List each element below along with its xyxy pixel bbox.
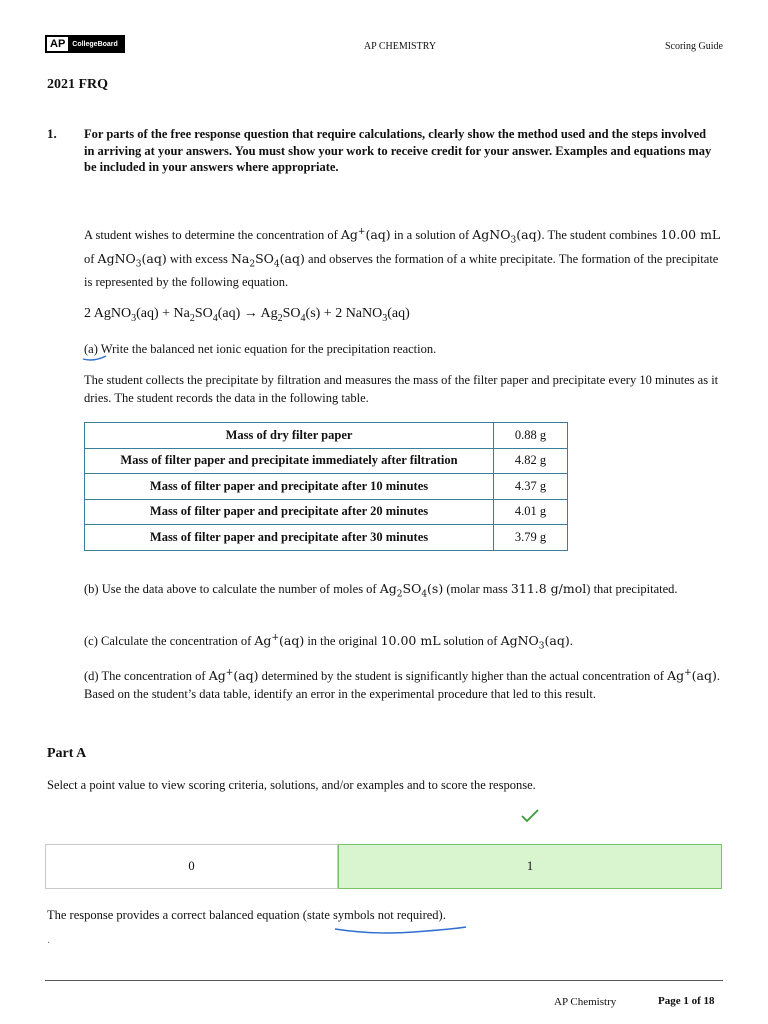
part-d-prompt: (d) The concentration of Ag+(aq) determined by the student is significantly higher than the actual concentration of Ag+(aq). Based on the student’s data table, identify an error in the experimental procedure that led to this result. [84,668,721,702]
table-row [85,525,568,551]
collect-paragraph: The student collects the precipitate by filtration and measures the mass of the filter paper and precipitate every 10 minutes as it dries. The student records the data in the following table. [84,373,719,405]
annotation-underline [334,925,468,935]
select-instructions: Select a point value to view scoring criteria, solutions, and/or examples and to score the response. [47,778,536,792]
table-row [85,448,568,474]
part-b-prompt: (b) Use the data above to calculate the number of moles of $Ag_2SO_4(s)$ (molar mass 311.8 g/mol) that precipitated. [84,581,678,600]
table-cell-value: 4.82 g [494,448,568,474]
table-cell-label: Mass of filter paper and precipitate after 20 minutes [85,499,494,525]
footer-course: AP Chemistry [554,996,617,1008]
header-course: AP CHEMISTRY [363,41,437,52]
table-cell-value: 3.79 g [494,525,568,551]
table-row [85,499,568,525]
score-option-1[interactable] [338,844,722,889]
table-cell-label: Mass of filter paper and precipitate after 30 minutes [85,525,494,551]
table-cell-value: 4.37 g [494,474,568,500]
question-instructions: For parts of the free response question that require calculations, clearly show the method used and the steps involved in arriving at your answers. You must show your work to receive credit for your answer. Examples and equations may be included in your answers where appropriate. [84,127,712,174]
score-option-label: 0 [188,859,195,873]
table-cell-label: Mass of dry filter paper [85,423,494,449]
table-cell-label: Mass of filter paper and precipitate after 10 minutes [85,474,494,500]
table-row [85,474,568,500]
logo-ap-text: AP [47,37,68,51]
scoring-criteria: The response provides a correct balanced equation (state symbols not required). [47,908,446,922]
page-title: 2021 FRQ [47,77,109,92]
check-icon [520,808,540,824]
header-guide: Scoring Guide [664,41,723,52]
page-number: Page 1 of 18 [658,995,715,1007]
question-number: 1. [47,126,57,141]
part-a-heading: Part A [47,746,87,761]
part-c-prompt: (c) Calculate the concentration of Ag+(aq) in the original 10.00 mL solution of AgNO$_3$(aq). [84,633,573,652]
table-row [85,423,568,449]
score-option-0[interactable] [45,844,338,889]
score-option-label: 1 [526,859,534,873]
table-cell-label: Mass of filter paper and precipitate immediately after filtration [85,448,494,474]
annotation-underline [82,354,108,362]
logo-brand-text: CollegeBoard [72,40,118,48]
footer-divider [45,980,723,981]
table-cell-value: 0.88 g [494,423,568,449]
intro-paragraph: A student wishes to determine the concentration of Ag+(aq) in a solution of AgNO$_3$(aq). The student combines 10.00 mL of AgNO$_3$(aq) with excess $Na_2SO_4(aq)$ and observes the formation of a white precipitate. The formation of the precipitate is represented by the following equation. [84,227,721,290]
precipitation-equation: 2 AgNO$_3$(aq) + $Na_2SO_4(aq) \to Ag_2SO_4(s) + 2$ NaNO$_3$(aq) [84,306,410,324]
mass-data-table [84,422,568,551]
table-cell-value: 4.01 g [494,499,568,525]
part-a-prompt: (a) Write the balanced net ionic equation for the precipitation reaction. [84,342,437,356]
stray-mark: · [47,938,51,949]
